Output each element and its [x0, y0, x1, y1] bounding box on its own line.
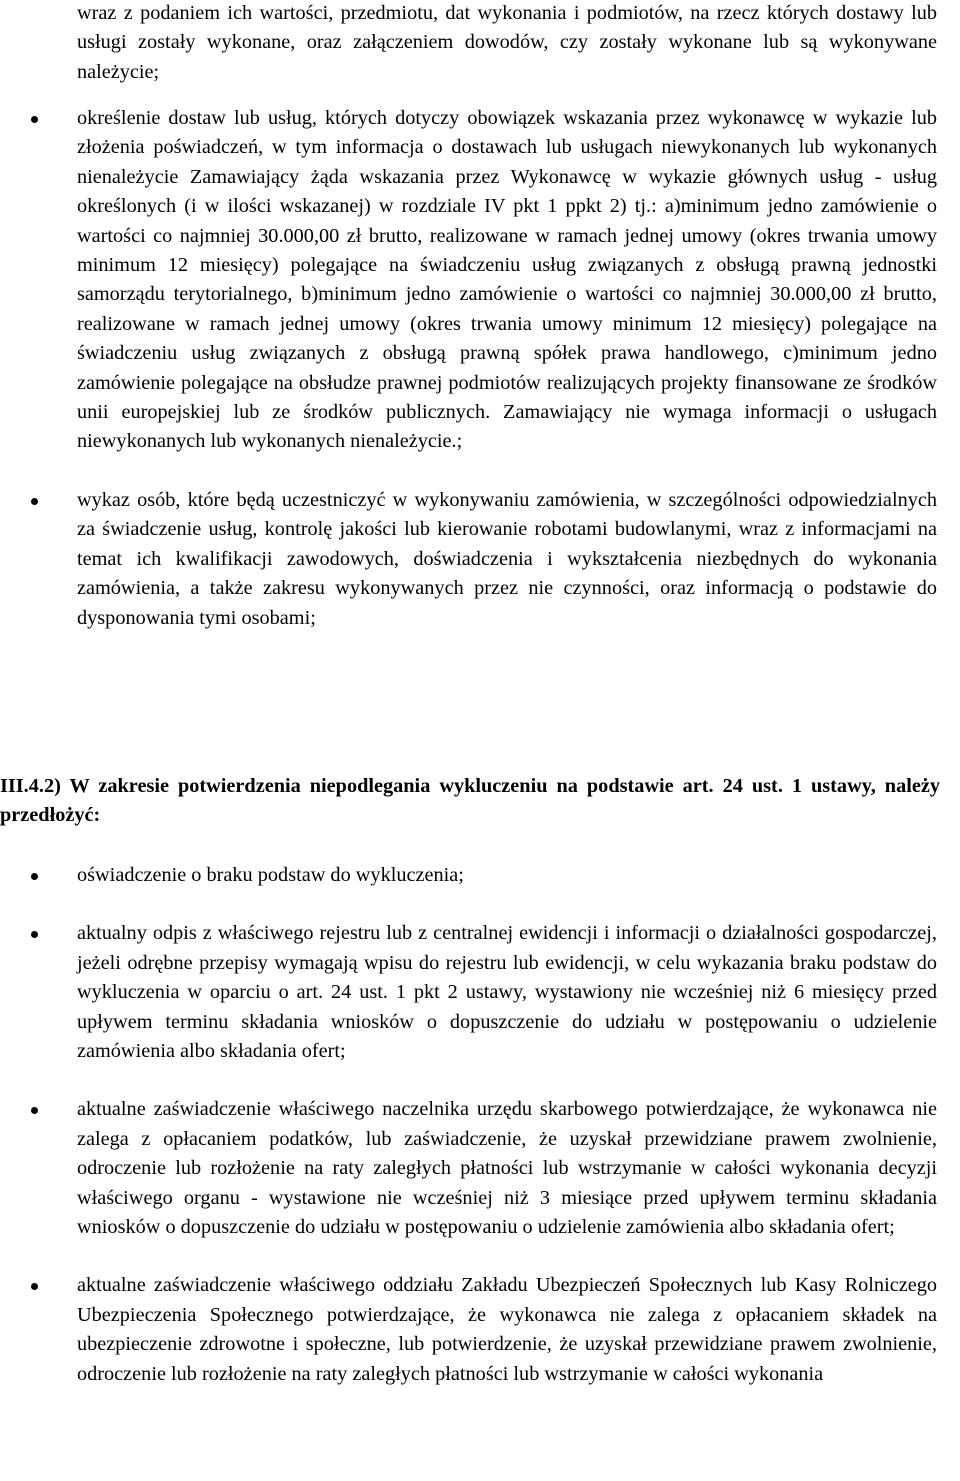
requirements-list-bottom: [0, 861, 960, 1389]
requirements-list-top: [0, 104, 960, 633]
intro-paragraph: wraz z podaniem ich wartości, przedmiotu, dat wykonania i podmiotów, na rzecz których dostawy lub usługi zostały wykonane, oraz załączeniem dowodów, czy zostały wykonane lub są wykonywane należycie;: [77, 2, 937, 83]
list-item: [0, 1095, 937, 1242]
bullet-icon: [31, 498, 38, 505]
bullet-icon: [31, 1107, 38, 1114]
list-item-text: aktualne zaświadczenie właściwego oddziału Zakładu Ubezpieczeń Społecznych lub Kasy Rolniczego Ubezpieczenia Społecznego potwierdzające, że wykonawca nie zalega z opłacaniem składek na ubezpieczenie zdrowotne i społeczne, lub potwierdzenie, że uzyskał przewidziane prawem zwolnienie, odroczenie lub rozłożenie na raty zaległych płatności lub wstrzymanie w całości wykonania: [77, 1274, 937, 1385]
list-item-text: określenie dostaw lub usług, których dotyczy obowiązek wskazania przez wykonawcę w wykazie lub złożenia poświadczeń, w tym informacja o dostawach lub usługach niewykonanych lub wykonanych nienależycie Zamawiający żąda wskazania przez Wykonawcę w wykazie głównych usług - usług określonych (i w ilości wskazanej) w rozdziale IV pkt 1 ppkt 2) tj.: a)minimum jedno zamówienie o wartości co najmniej 30.000,00 zł brutto, realizowane w ramach jednej umowy (okres trwania umowy minimum 12 miesięcy) polegające na świadczeniu usług związanych z obsługą prawną jednostki samorządu terytorialnego, b)minimum jedno zamówienie o wartości co najmniej 30.000,00 zł brutto, realizowane w ramach jednej umowy (okres trwania umowy minimum 12 miesięcy) polegające na świadczeniu usług związanych z obsługą prawną spółek prawa handlowego, c)minimum jedno zamówienie polegające na obsłudze prawnej podmiotów realizujących projekty finansowane ze środków unii europejskiej lub ze środków publicznych. Zamawiający nie wymaga informacji o usługach niewykonanych lub wykonanych nienależycie.;: [77, 107, 937, 453]
bullet-icon: [31, 1283, 38, 1290]
list-item-text: wykaz osób, które będą uczestniczyć w wykonywaniu zamówienia, w szczególności odpowiedzialnych za świadczenie usług, kontrolę jakości lub kierowanie robotami budowlanymi, wraz z informacjami na temat ich kwalifikacji zawodowych, doświadczenia i wykształcenia niezbędnych do wykonania zamówienia, a także zakresu wykonywanych przez nie czynności, oraz informacją o podstawie do dysponowania tymi osobami;: [77, 488, 937, 629]
bullet-icon: [31, 931, 38, 938]
list-item: [0, 861, 937, 890]
list-item-text: aktualny odpis z właściwego rejestru lub z centralnej ewidencji i informacji o działalności gospodarczej, jeżeli odrębne przepisy wymagają wpisu do rejestru lub ewidencji, w celu wykazania braku podstaw do wykluczenia w oparciu o art. 24 ust. 1 pkt 2 ustawy, wystawiony nie wcześniej niż 6 miesięcy przed upływem terminu składania wniosków o dopuszczenie do udziału w postępowaniu o udzielenie zamówienia albo składania ofert;: [77, 922, 937, 1063]
list-item: [0, 486, 937, 633]
list-item: [0, 1271, 937, 1389]
list-item-text: oświadczenie o braku podstaw do wykluczenia;: [77, 864, 464, 886]
bullet-icon: [31, 116, 38, 123]
list-item: [0, 104, 937, 457]
list-item: [0, 919, 937, 1066]
bullet-icon: [31, 873, 38, 880]
section-heading: III.4.2) W zakresie potwierdzenia niepodlegania wykluczeniu na podstawie art. 24 ust. 1 ustawy, należy przedłożyć:: [0, 775, 940, 827]
list-item-text: aktualne zaświadczenie właściwego naczelnika urzędu skarbowego potwierdzające, że wykonawca nie zalega z opłacaniem podatków, lub zaświadczenie, że uzyskał przewidziane prawem zwolnienie, odroczenie lub rozłożenie na raty zaległych płatności lub wstrzymanie w całości wykonania decyzji właściwego organu - wystawione nie wcześniej niż 3 miesiące przed upływem terminu składania wniosków o dopuszczenie do udziału w postępowaniu o udzielenie zamówienia albo składania ofert;: [77, 1098, 937, 1239]
